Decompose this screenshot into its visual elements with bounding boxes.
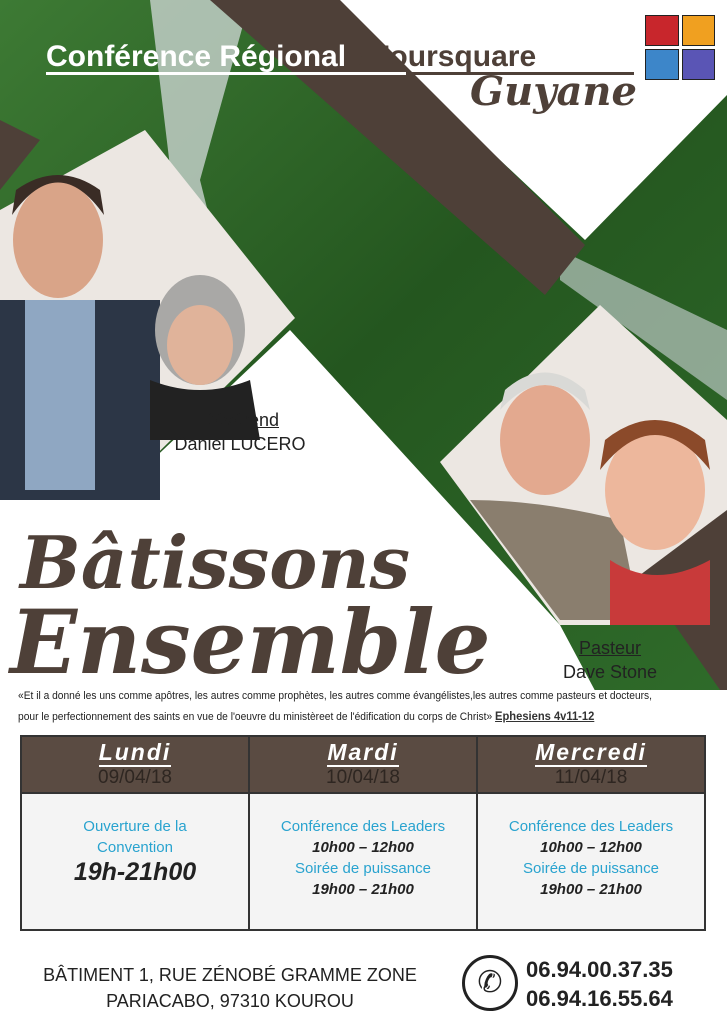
speaker-2-name: Dave Stone — [562, 662, 658, 682]
speaker-1-caption — [160, 408, 320, 456]
speaker-1-name: Daniel LUCERO — [174, 434, 306, 454]
verse-reference: Ephesiens 4v11-12 — [495, 709, 595, 723]
day-label: Mardi — [327, 739, 399, 765]
contact-phones — [526, 955, 673, 1013]
speaker-1-title: Révérend — [200, 410, 280, 430]
schedule-day-mardi — [250, 737, 478, 929]
schedule-line: Conférence des Leaders — [508, 818, 674, 835]
schedule-line: Ouverture de la — [83, 818, 187, 835]
schedule-day-mercredi — [478, 737, 704, 929]
schedule-line: Convention — [97, 839, 173, 856]
day-label: Mercredi — [535, 739, 647, 765]
schedule-table — [20, 735, 706, 931]
speaker-2-title: Pasteur — [578, 638, 642, 658]
schedule-line: Conférence des Leaders — [280, 818, 446, 835]
schedule-day-lundi — [22, 737, 250, 929]
bible-verse: «Et il a donné les uns comme apôtres, les autres comme prophètes, les autres comme évangélistes,les autres comme pasteurs et docteurs, pour le perfectionnement des saints en vue de l'oeuvre du ministèreet de l'édification du corps de Christ» Ephesiens 4v11-12 — [18, 690, 652, 723]
schedule-line: 19h-21h00 — [73, 858, 197, 886]
theme-line-2: Ensemble — [10, 590, 491, 694]
theme-line-1: Bâtissons — [20, 520, 411, 605]
day-label: Lundi — [98, 739, 172, 765]
schedule-line: 10h00 – 12h00 — [540, 839, 642, 856]
foursquare-logo — [645, 15, 715, 80]
schedule-line: 19h00 – 21h00 — [540, 881, 642, 898]
phone-number-1: 06.94.00.37.35 — [526, 957, 673, 982]
schedule-line: Soirée de puissance — [295, 860, 431, 877]
date-label: 10/04/18 — [326, 767, 400, 788]
schedule-line: 10h00 – 12h00 — [312, 839, 414, 856]
region-subtitle: Guyane — [470, 68, 637, 115]
speaker-2-caption — [540, 636, 680, 684]
phone-icon: ✆ — [462, 955, 518, 1011]
schedule-line: 19h00 – 21h00 — [312, 881, 414, 898]
schedule-line: Soirée de puissance — [523, 860, 659, 877]
date-label: 09/04/18 — [98, 767, 172, 788]
venue-address: BÂTIMENT 1, RUE ZÉNOBÉ GRAMME ZONE PARIACABO, 97310 KOUROU — [43, 965, 417, 1011]
conference-title: Conférence Régionale Foursquare — [46, 40, 537, 73]
date-label: 11/04/18 — [554, 767, 628, 788]
phone-number-2: 06.94.16.55.64 — [526, 986, 673, 1011]
